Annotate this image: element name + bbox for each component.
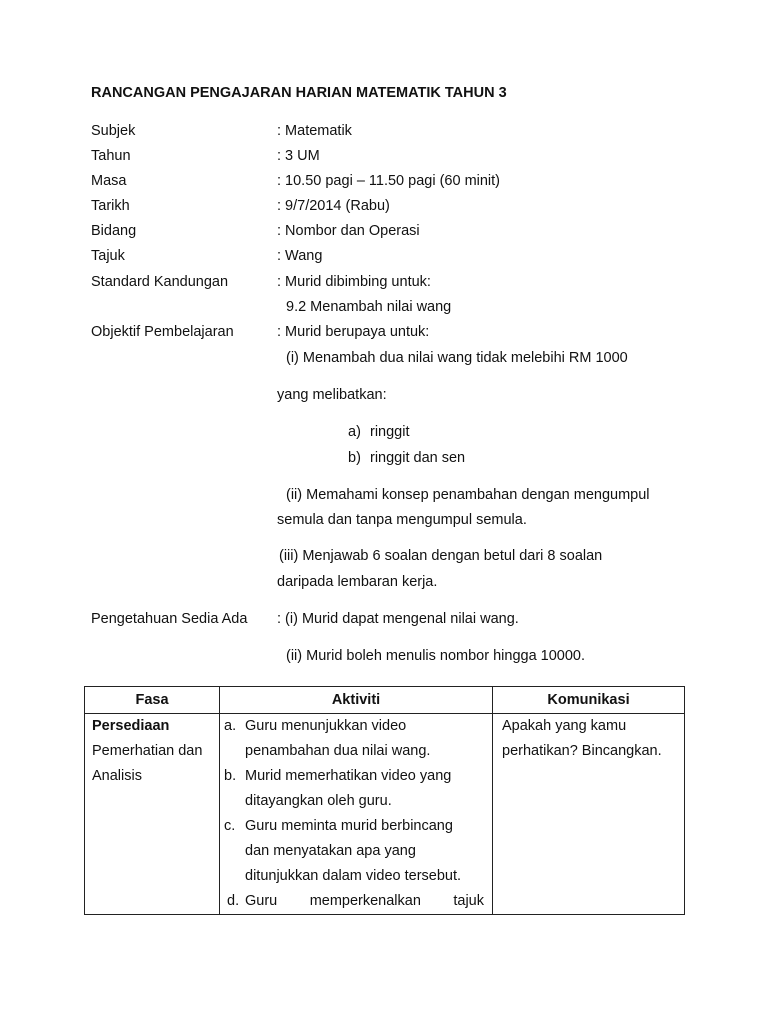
activity-d-word-3: tajuk <box>453 893 484 909</box>
tarikh-value: : 9/7/2014 (Rabu) <box>277 198 390 214</box>
tahun-value: : 3 UM <box>277 148 320 164</box>
bidang-label: Bidang <box>91 223 137 239</box>
activity-spacer <box>224 789 245 814</box>
activity-spacer <box>224 839 245 864</box>
tarikh-label: Tarikh <box>91 198 130 214</box>
lesson-table <box>84 686 685 915</box>
fasa-line-3: Analisis <box>92 768 142 784</box>
objektif-2-line2: semula dan tanpa mengumpul semula. <box>277 512 527 528</box>
activity-b <box>224 764 492 789</box>
activity-b-mark: b. <box>224 768 237 784</box>
table-row <box>85 714 685 915</box>
activity-c-cont-2 <box>224 864 492 889</box>
activity-a-mark: a. <box>224 718 237 734</box>
pengetahuan-value: : (i) Murid dapat mengenal nilai wang. <box>277 611 519 627</box>
activity-b-line-2: ditayangkan oleh guru. <box>245 793 392 809</box>
objektif-1-cont: yang melibatkan: <box>277 387 387 403</box>
activity-b-line-1: Murid memerhatikan video yang <box>245 768 452 784</box>
activity-c <box>224 814 492 839</box>
activity-d-mark: d. <box>227 893 240 909</box>
activity-spacer <box>224 739 245 764</box>
activity-c-line-1: Guru meminta murid berbincang <box>245 818 453 834</box>
activity-d-line-1 <box>245 889 492 914</box>
activity-c-cont <box>224 839 492 864</box>
header-fasa: Fasa <box>85 687 220 714</box>
fasa-title: Persediaan <box>92 718 170 734</box>
page-title: RANCANGAN PENGAJARAN HARIAN MATEMATIK TAHUN 3 <box>91 85 507 101</box>
activity-d <box>224 889 492 914</box>
tahun-label: Tahun <box>91 148 131 164</box>
activity-list <box>220 714 492 914</box>
standard-kandungan-label: Standard Kandungan <box>91 274 229 290</box>
masa-label: Masa <box>91 173 127 189</box>
subjek-value: : Matematik <box>277 123 352 139</box>
masa-value: : 10.50 pagi – 11.50 pagi (60 minit) <box>277 173 501 189</box>
objektif-sub-b: ringgit dan sen <box>370 450 466 466</box>
activity-d-word-1: Guru <box>245 893 278 909</box>
tajuk-label: Tajuk <box>91 248 125 264</box>
fasa-line-2: Pemerhatian dan <box>92 743 203 759</box>
objektif-3-line2: daripada lembaran kerja. <box>277 574 438 590</box>
subjek-label: Subjek <box>91 123 136 139</box>
objektif-sub-b-mark: b) <box>348 450 361 466</box>
objektif-2-line1: (ii) Memahami konsep penambahan dengan mengumpul <box>286 487 650 503</box>
activity-a-line-1: Guru menunjukkan video <box>245 718 407 734</box>
objektif-sub-a-mark: a) <box>348 424 361 440</box>
tajuk-value: : Wang <box>277 248 323 264</box>
standard-kandungan-value: : Murid dibimbing untuk: <box>277 274 431 290</box>
activity-a <box>224 714 492 739</box>
objektif-label: Objektif Pembelajaran <box>91 324 234 340</box>
objektif-value: : Murid berupaya untuk: <box>277 324 430 340</box>
activity-a-cont <box>224 739 492 764</box>
standard-kandungan-sub: 9.2 Menambah nilai wang <box>286 299 452 315</box>
pengetahuan-label: Pengetahuan Sedia Ada <box>91 611 248 627</box>
objektif-1: (i) Menambah dua nilai wang tidak melebihi RM 1000 <box>286 350 628 366</box>
activity-c-line-2: dan menyatakan apa yang <box>245 843 416 859</box>
activity-a-line-2: penambahan dua nilai wang. <box>245 743 431 759</box>
komunikasi-line-2: perhatikan? Bincangkan. <box>502 743 662 759</box>
activity-c-mark: c. <box>224 818 236 834</box>
objektif-3-line1: (iii) Menjawab 6 soalan dengan betul dari 8 soalan <box>279 548 603 564</box>
table-header-row <box>85 687 685 714</box>
header-aktiviti: Aktiviti <box>220 687 493 714</box>
aktiviti-cell <box>220 714 493 915</box>
pengetahuan-value-2: (ii) Murid boleh menulis nombor hingga 10000. <box>286 648 586 664</box>
komunikasi-cell <box>493 714 685 915</box>
fasa-cell <box>85 714 220 915</box>
objektif-sub-a: ringgit <box>370 424 410 440</box>
activity-c-line-3: ditunjukkan dalam video tersebut. <box>245 868 462 884</box>
komunikasi-line-1: Apakah yang kamu <box>502 718 627 734</box>
activity-d-word-2: memperkenalkan <box>309 893 421 909</box>
header-komunikasi: Komunikasi <box>493 687 685 714</box>
activity-spacer <box>224 864 245 889</box>
bidang-value: : Nombor dan Operasi <box>277 223 420 239</box>
activity-b-cont <box>224 789 492 814</box>
